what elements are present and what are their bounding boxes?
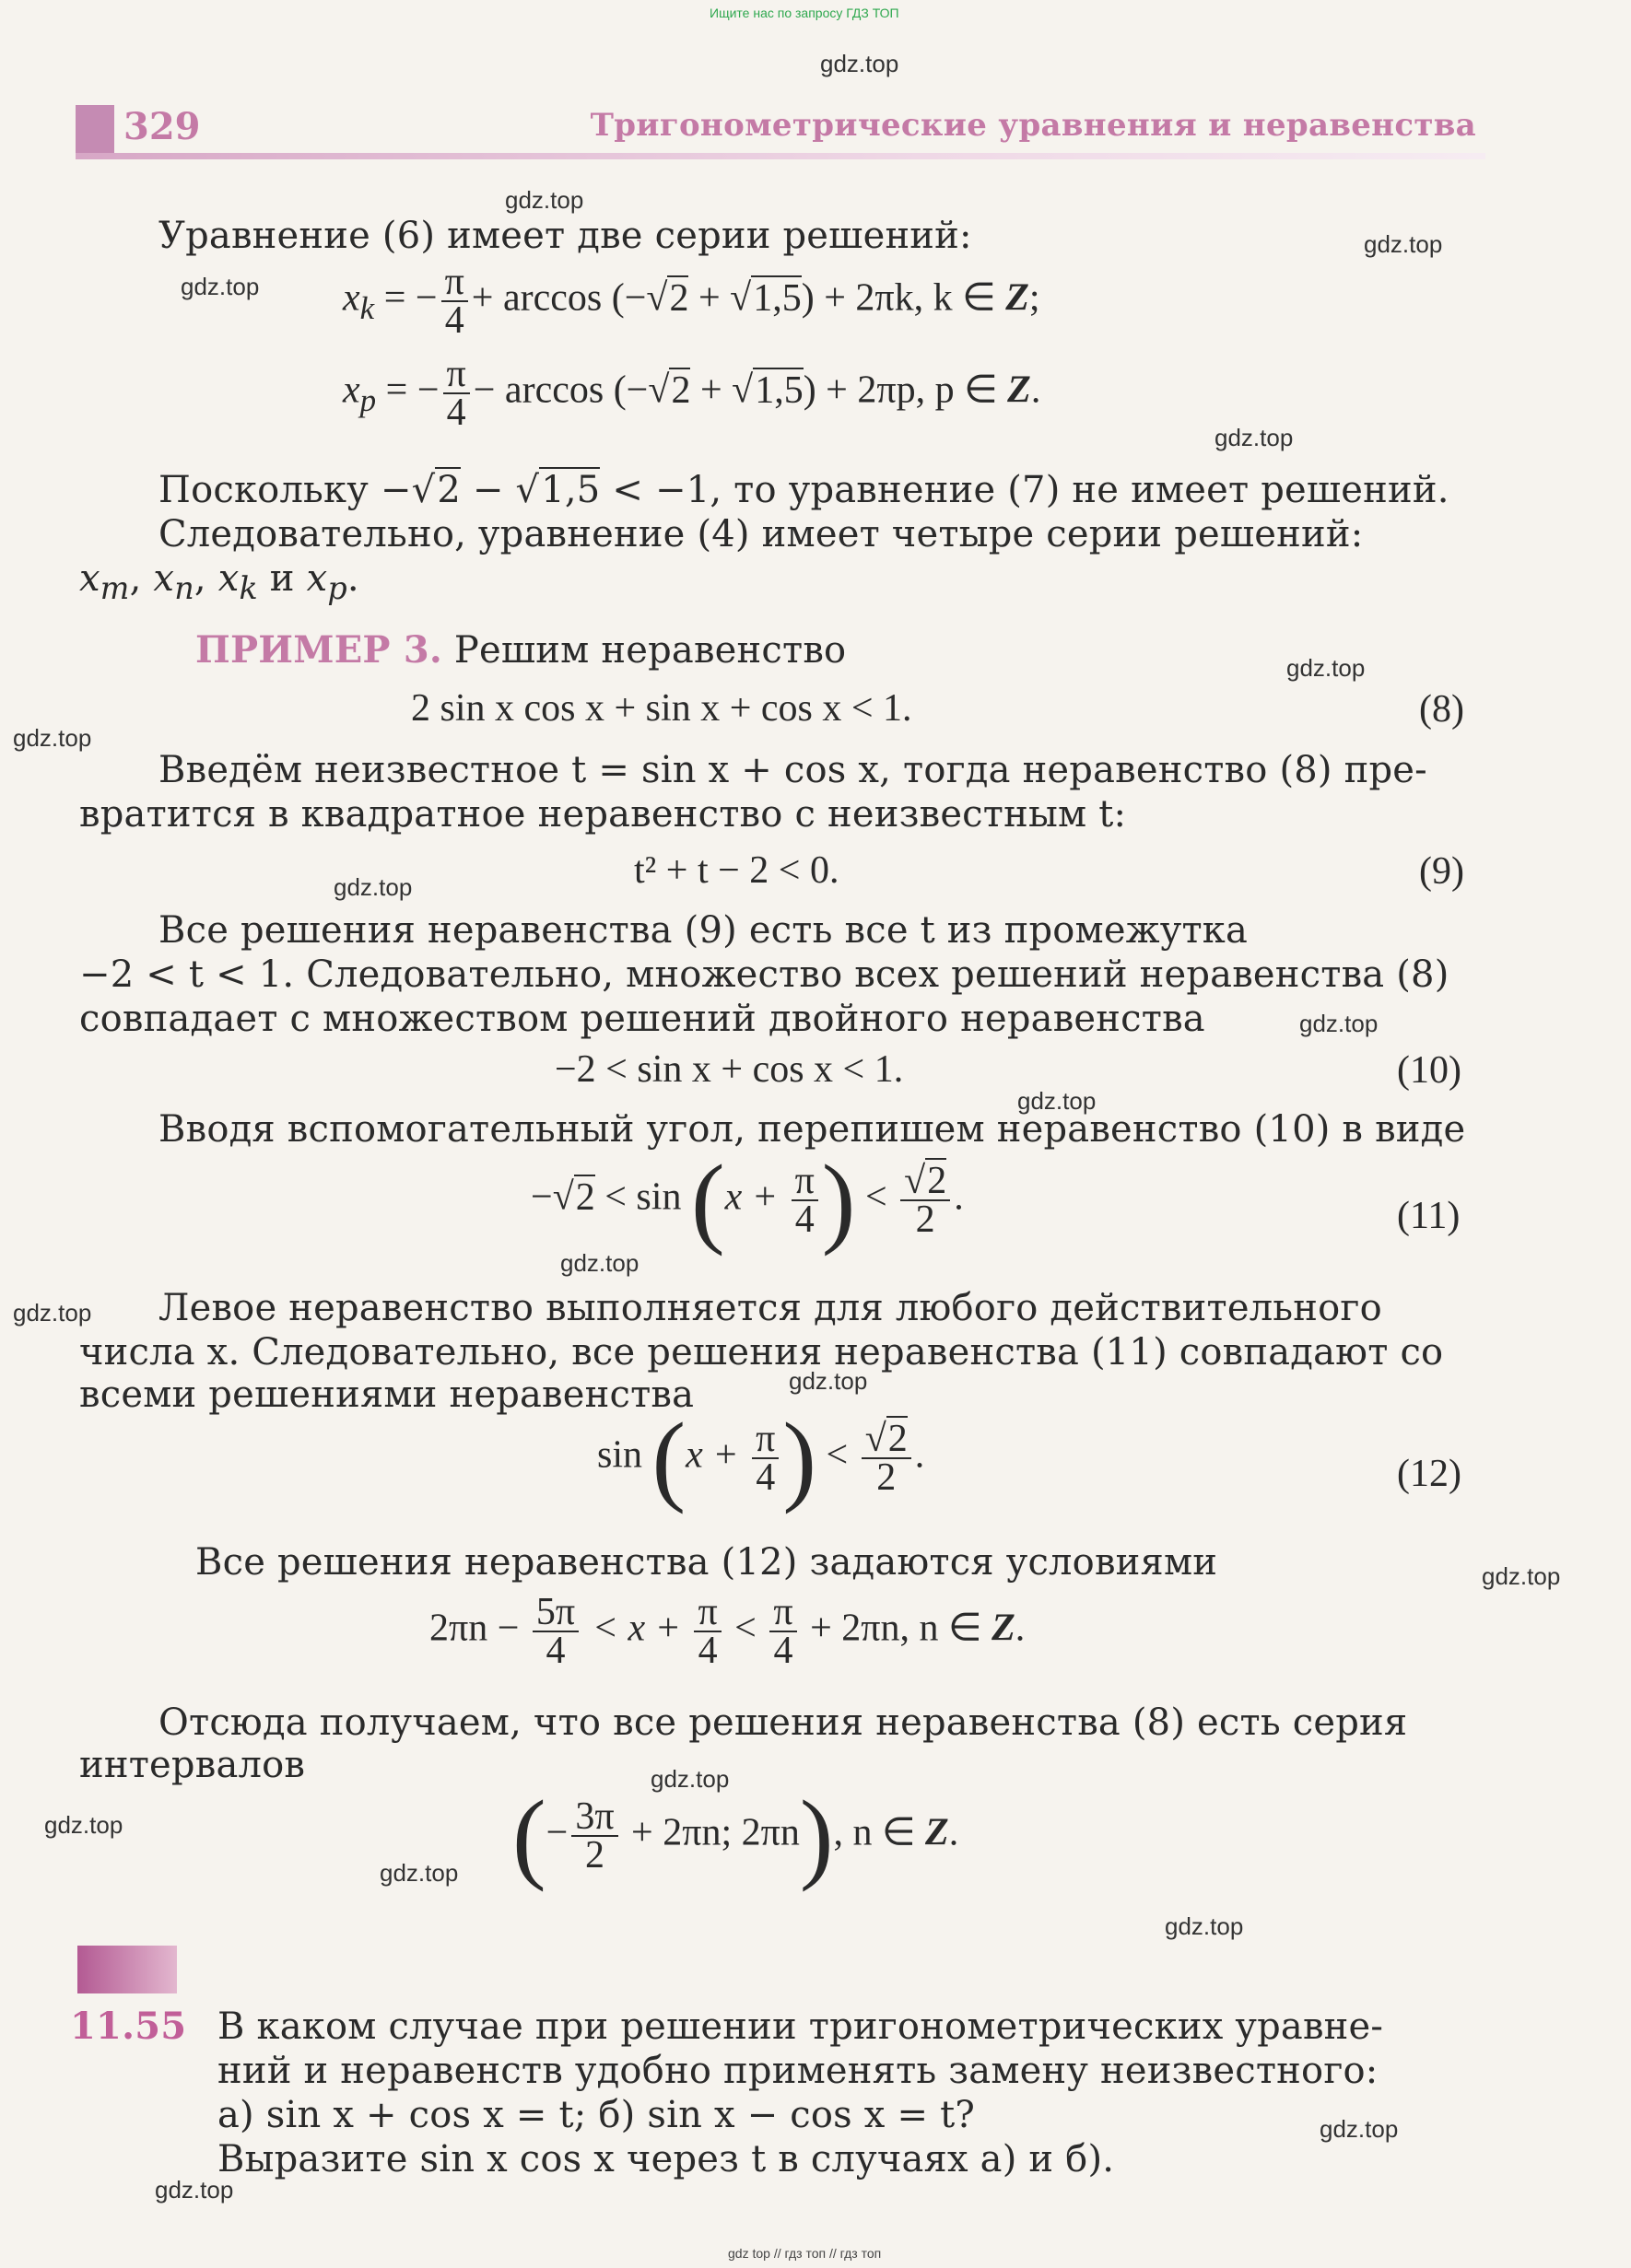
watermark: gdz.top [789, 1367, 868, 1395]
running-title: Тригонометрические уравнения и неравенства [590, 107, 1476, 144]
header-rule [76, 153, 1485, 159]
paragraph: совпадает с множеством решений двойного неравенства [79, 998, 1205, 1040]
exercise-text: а) sin x + cos x = t; б) sin x − cos x = t? [217, 2094, 976, 2136]
watermark: gdz.top [560, 1249, 639, 1277]
paragraph: −2 < t < 1. Следовательно, множество всех решений неравенства (8) [79, 953, 1449, 996]
formula-xk: $x_k$ = − $\frac{\pi}{4}$ + arccos (−√2 + √1,5) + 2πk, k ∈ Z; [343, 261, 1040, 342]
watermark: gdz.top [13, 724, 92, 752]
equation-number: (9) [1419, 850, 1464, 893]
inequality-8: 2 sin x cos x + sin x + cos x < 1. [411, 687, 912, 730]
watermark: gdz.top [1017, 1087, 1097, 1115]
paragraph: Поскольку −√2 − √1,5 < −1, то уравнение (7) не имеет решений. [158, 469, 1449, 511]
watermark: gdz.top [651, 1765, 730, 1793]
inequality-12: sin (x + $\frac{\pi}{4}$ ) < $\frac{√2}{2}$ . [597, 1402, 925, 1514]
inequality-10: −2 < sin x + cos x < 1. [555, 1048, 904, 1091]
top-note: Ищите нас по запросу ГДЗ ТОП [710, 6, 899, 20]
watermark: gdz.top [820, 50, 899, 77]
formula-xp: $x_p$ = − $\frac{\pi}{4}$ − arccos (−√2 + √1,5) + 2πp, p ∈ Z. [343, 353, 1041, 434]
watermark: gdz.top [1165, 1912, 1244, 1940]
page-number: 329 [123, 105, 201, 148]
conditions-formula: 2πn − $\frac{5\pi}{4}$ < x + $\frac{\pi}{4}$ < $\frac{\pi}{4}$ + 2πn, n ∈ Z. [429, 1591, 1026, 1672]
exercise-number: 11.55 [70, 2005, 187, 2048]
interval-formula: (− $\frac{3\pi}{2}$ + 2πn; 2πn), n ∈ Z. [512, 1780, 959, 1892]
watermark: gdz.top [334, 873, 413, 901]
exercise-text: ний и неравенств удобно применять замену неизвестного: [217, 2050, 1379, 2092]
watermark: gdz.top [1482, 1562, 1561, 1590]
paragraph: числа x. Следовательно, все решения неравенства (11) совпадают со [79, 1331, 1444, 1374]
paragraph: всеми решениями неравенства [79, 1374, 695, 1416]
paragraph: Отсюда получаем, что все решения неравенства (8) есть серия [158, 1701, 1408, 1744]
equation-number: (12) [1397, 1453, 1461, 1495]
page-header [76, 105, 1485, 157]
paragraph: Все решения неравенства (12) задаются условиями [195, 1541, 1218, 1584]
watermark: gdz.top [505, 186, 584, 214]
watermark: gdz.top [1299, 1010, 1379, 1037]
watermark: gdz.top [1286, 654, 1366, 682]
header-marker [76, 105, 114, 153]
paragraph: Все решения неравенства (9) есть все t из промежутка [158, 909, 1249, 952]
paragraph: интервалов [79, 1744, 306, 1786]
paragraph: Введём неизвестное t = sin x + cos x, тогда неравенство (8) пре- [158, 749, 1427, 791]
paragraph: вратится в квадратное неравенство с неизвестным t: [79, 793, 1127, 836]
paragraph: Вводя вспомогательный угол, перепишем неравенство (10) в виде [158, 1108, 1466, 1151]
equation-number: (11) [1397, 1195, 1461, 1237]
inequality-11: −√2 < sin (x + $\frac{\pi}{4}$ ) < $\frac{√2}{2}$ . [531, 1144, 964, 1257]
watermark: gdz.top [181, 273, 260, 300]
exercise-text: Выразите sin x cos x через t в случаях а) и б). [217, 2138, 1115, 2180]
watermark: gdz.top [155, 2176, 234, 2204]
equation-number: (8) [1419, 688, 1464, 731]
bottom-note: gdz top // гдз топ // гдз топ [728, 2246, 882, 2261]
watermark: gdz.top [13, 1299, 92, 1327]
watermark: gdz.top [380, 1859, 459, 1887]
paragraph: Уравнение (6) имеет две серии решений: [158, 215, 972, 257]
equation-number: (10) [1397, 1049, 1461, 1092]
example-heading: ПРИМЕР 3. Решим неравенство [195, 628, 847, 672]
series-list: $x_m$, $x_n$, $x_k$ и $x_p$. [79, 557, 359, 606]
watermark: gdz.top [1214, 424, 1294, 451]
inequality-9: t² + t − 2 < 0. [634, 849, 839, 892]
paragraph: Левое неравенство выполняется для любого действительного [158, 1287, 1382, 1329]
exercise-marker [77, 1946, 177, 1993]
watermark: gdz.top [1320, 2115, 1399, 2143]
watermark: gdz.top [1364, 230, 1443, 258]
watermark: gdz.top [44, 1811, 123, 1839]
exercise-text: В каком случае при решении тригонометрических уравне- [217, 2005, 1384, 2048]
paragraph: Следовательно, уравнение (4) имеет четыре серии решений: [158, 513, 1364, 555]
